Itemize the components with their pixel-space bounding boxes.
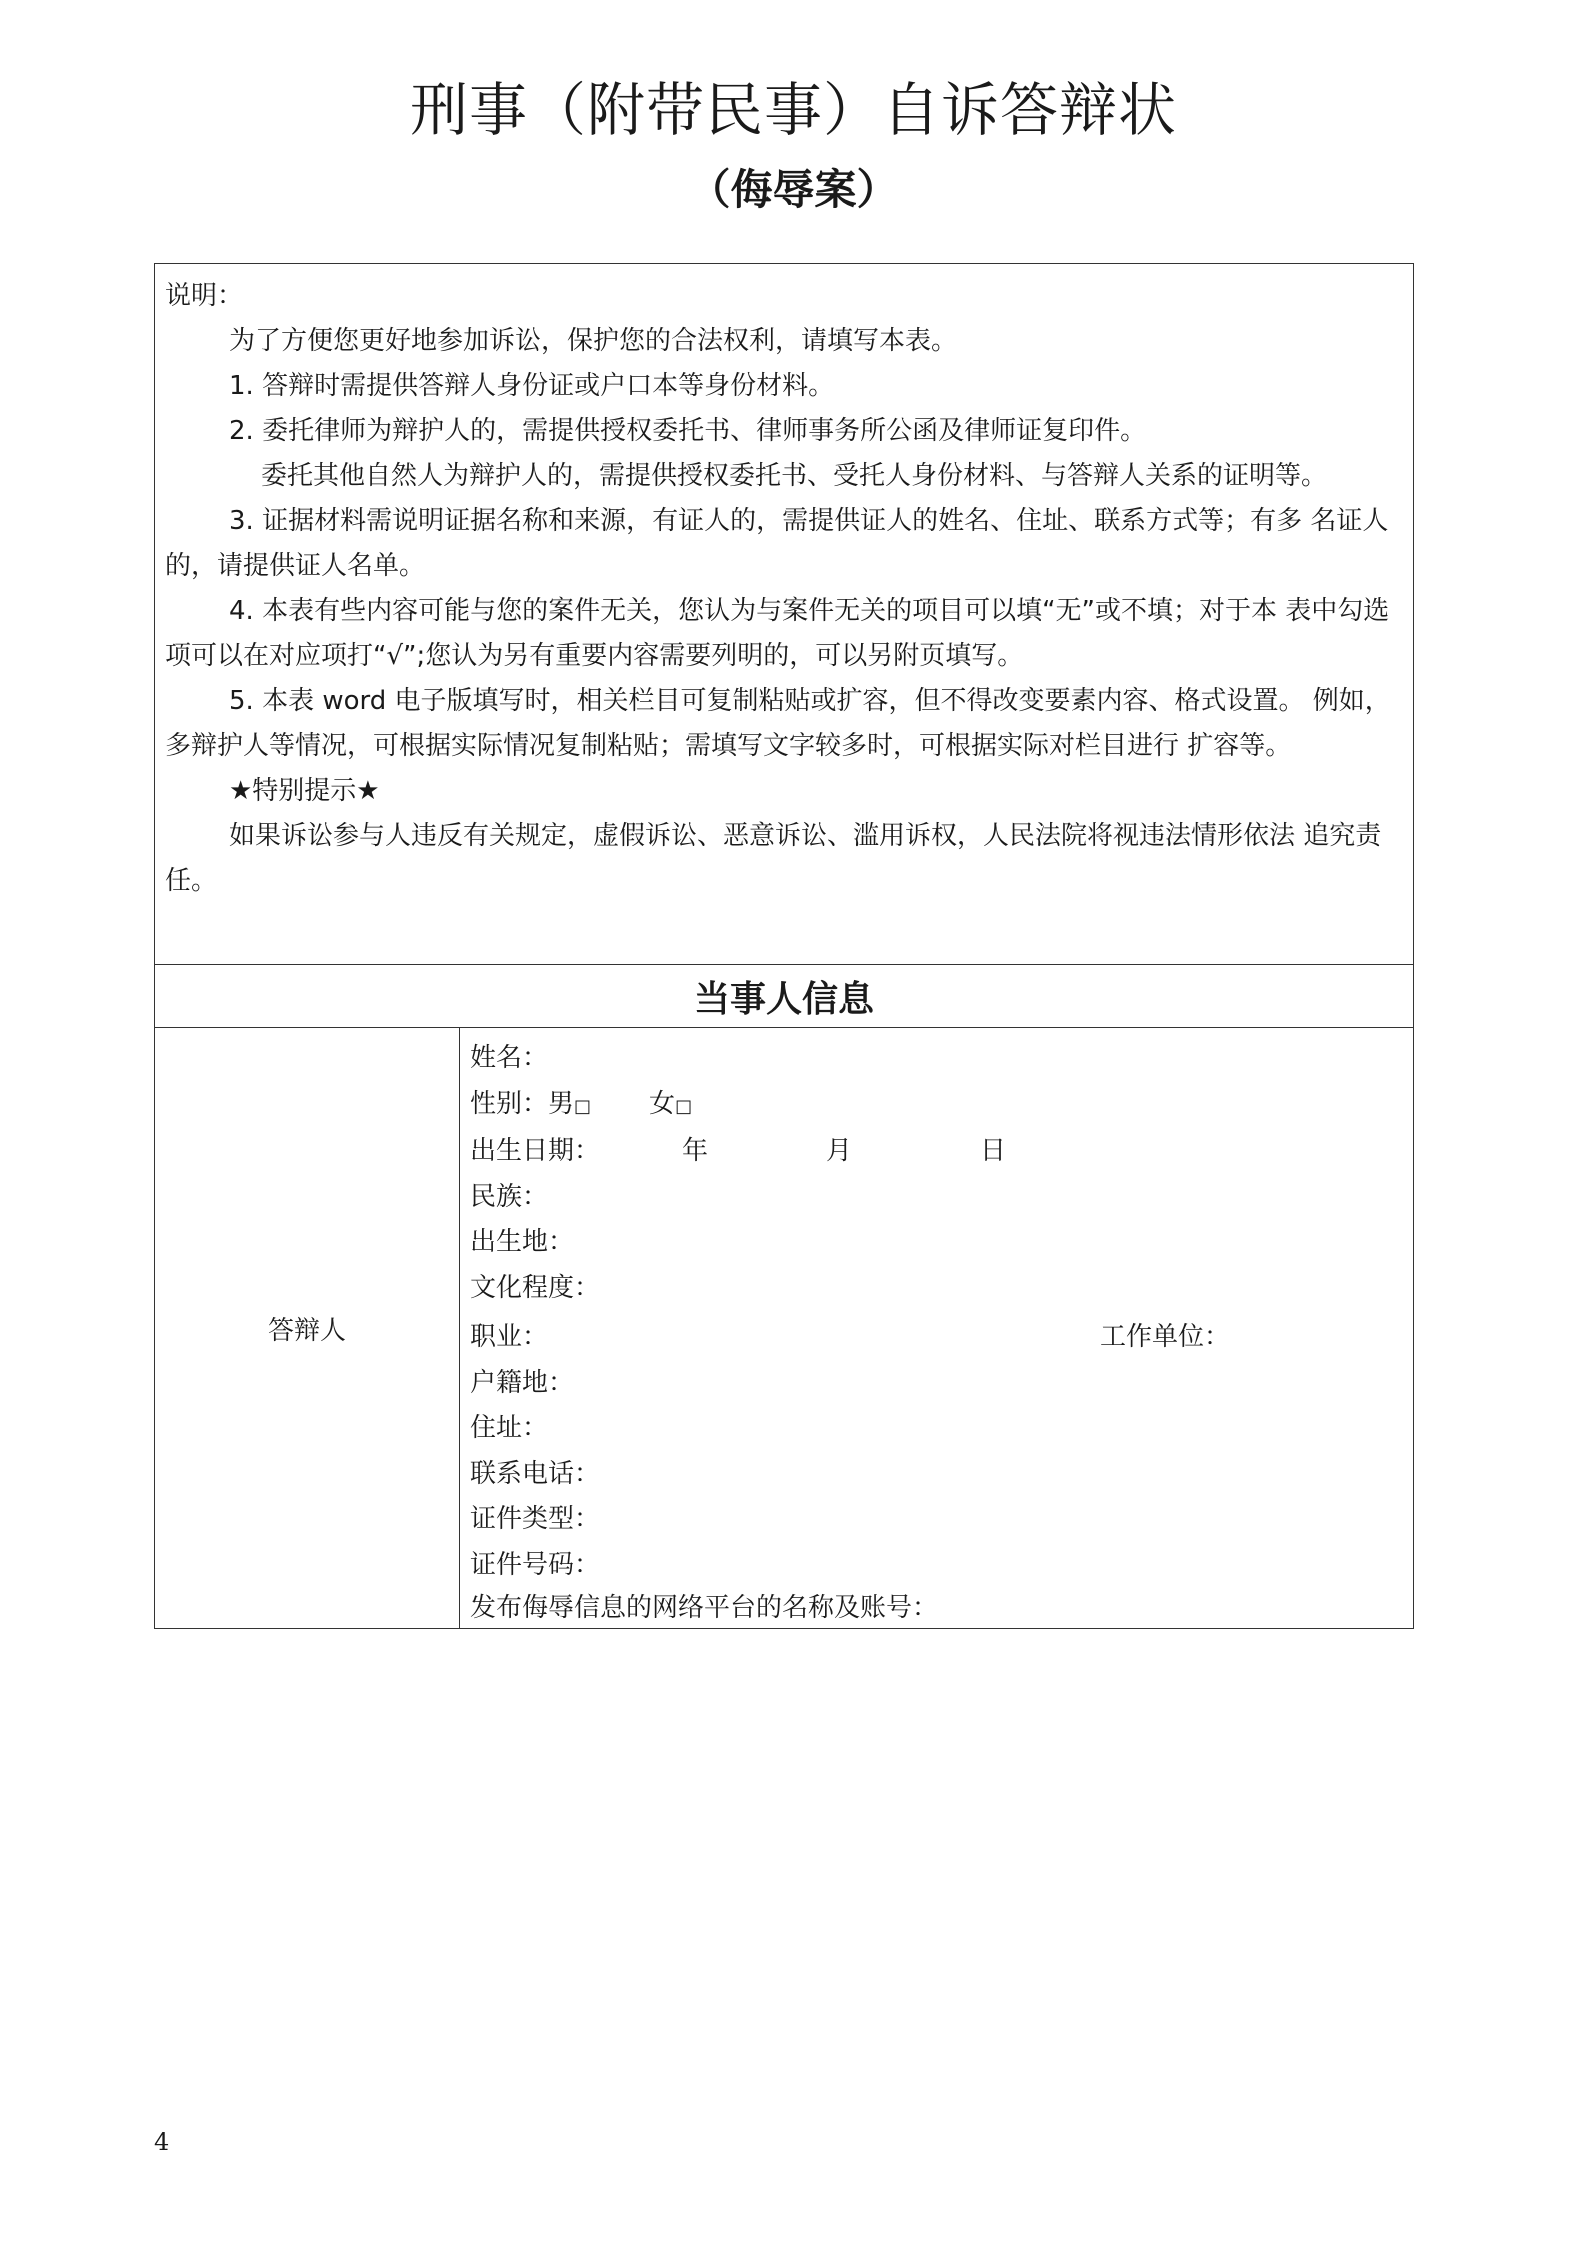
instructions-row: [155, 264, 1414, 965]
defendant-info-cell: [460, 1028, 1414, 1629]
id-type-field[interactable]: [470, 1497, 1403, 1543]
id-type-label: 证件类型：: [470, 1504, 601, 1534]
phone-field[interactable]: [470, 1452, 1403, 1498]
birth-date-field[interactable]: [470, 1129, 1403, 1175]
document-title: 刑事（附带民事）自诉答辩状: [409, 76, 1177, 144]
document-subtitle: （侮辱案）: [688, 165, 899, 214]
phone-label: 联系电话：: [470, 1458, 601, 1489]
household-label: 户籍地：: [470, 1367, 575, 1398]
instructions-intro: 为了方便您更好地参加诉讼，保护您的合法权利，请填写本表。: [229, 326, 958, 356]
platform-field[interactable]: [470, 1588, 1403, 1628]
male-checkbox[interactable]: □: [574, 1095, 592, 1117]
male-option-label: 男: [548, 1088, 575, 1119]
party-section-heading: 当事人信息: [155, 965, 1414, 1028]
ethnicity-label: 民族：: [470, 1181, 549, 1212]
address-field[interactable]: [470, 1406, 1403, 1452]
education-label: 文化程度：: [470, 1272, 601, 1303]
special-notice-text: 如果诉讼参与人违反有关规定，虚假诉讼、恶意诉讼、滥用诉权，人民法院将视违法情形依法 追究责任。: [165, 821, 1382, 896]
gender-label: 性别：: [470, 1088, 549, 1119]
female-checkbox[interactable]: □: [675, 1095, 693, 1117]
month-label: 月: [826, 1136, 853, 1166]
instructions-heading: 说明：: [165, 281, 244, 311]
defendant-row: [155, 1028, 1414, 1629]
ethnicity-field[interactable]: [470, 1175, 1403, 1221]
occupation-label[interactable]: 职业：: [470, 1322, 549, 1352]
instruction-item-1: 1. 答辩时需提供答辩人身份证或户口本等身份材料。: [229, 371, 835, 401]
household-field[interactable]: [470, 1361, 1403, 1407]
education-field[interactable]: [470, 1266, 1403, 1312]
instructions-cell: [155, 264, 1414, 965]
instruction-item-2b: 委托其他自然人为辩护人的，需提供授权委托书、受托人身份材料、与答辩人关系的证明等。: [261, 461, 1328, 491]
id-number-field[interactable]: [470, 1543, 1403, 1589]
special-notice-heading: ★特别提示★: [229, 776, 380, 806]
instruction-item-2a: 2. 委托律师为辩护人的，需提供授权委托书、律师事务所公函及律师证复印件。: [229, 416, 1147, 446]
female-option-label: 女: [649, 1088, 676, 1119]
instruction-item-4: 4. 本表有些内容可能与您的案件无关，您认为与案件无关的项目可以填“无”或不填；对于本 表中勾选项可以在对应项打“√”;您认为另有重要内容需要列明的，可以另附页填写。: [165, 596, 1390, 671]
workplace-label[interactable]: 工作单位：: [1100, 1322, 1231, 1352]
year-label: 年: [682, 1136, 709, 1166]
occupation-workplace-row: [470, 1315, 1403, 1361]
page-number: 4: [154, 2128, 170, 2156]
birthplace-field[interactable]: [470, 1220, 1403, 1266]
instruction-item-3: 3. 证据材料需说明证据名称和来源，有证人的，需提供证人的姓名、住址、联系方式等；有多 名证人的，请提供证人名单。: [165, 506, 1389, 581]
name-label: 姓名：: [470, 1043, 549, 1073]
defense-form-table: [154, 263, 1414, 1629]
address-label: 住址：: [470, 1413, 549, 1443]
day-label: 日: [980, 1136, 1007, 1166]
birth-date-label: 出生日期：: [470, 1136, 601, 1166]
instruction-item-5: 5. 本表 word 电子版填写时，相关栏目可复制粘贴或扩容，但不得改变要素内容、格式设置。 例如，多辩护人等情况，可根据实际情况复制粘贴；需填写文字较多时，可根据实际对栏目进行 扩容等。: [165, 686, 1391, 761]
platform-label: 发布侮辱信息的网络平台的名称及账号：: [470, 1593, 939, 1623]
party-heading-row: [155, 965, 1414, 1028]
defendant-role-label: 答辩人: [155, 1028, 460, 1629]
name-field[interactable]: [470, 1036, 1403, 1082]
gender-field: [470, 1082, 1403, 1130]
id-number-label: 证件号码：: [470, 1549, 601, 1580]
birthplace-label: 出生地：: [470, 1227, 575, 1257]
